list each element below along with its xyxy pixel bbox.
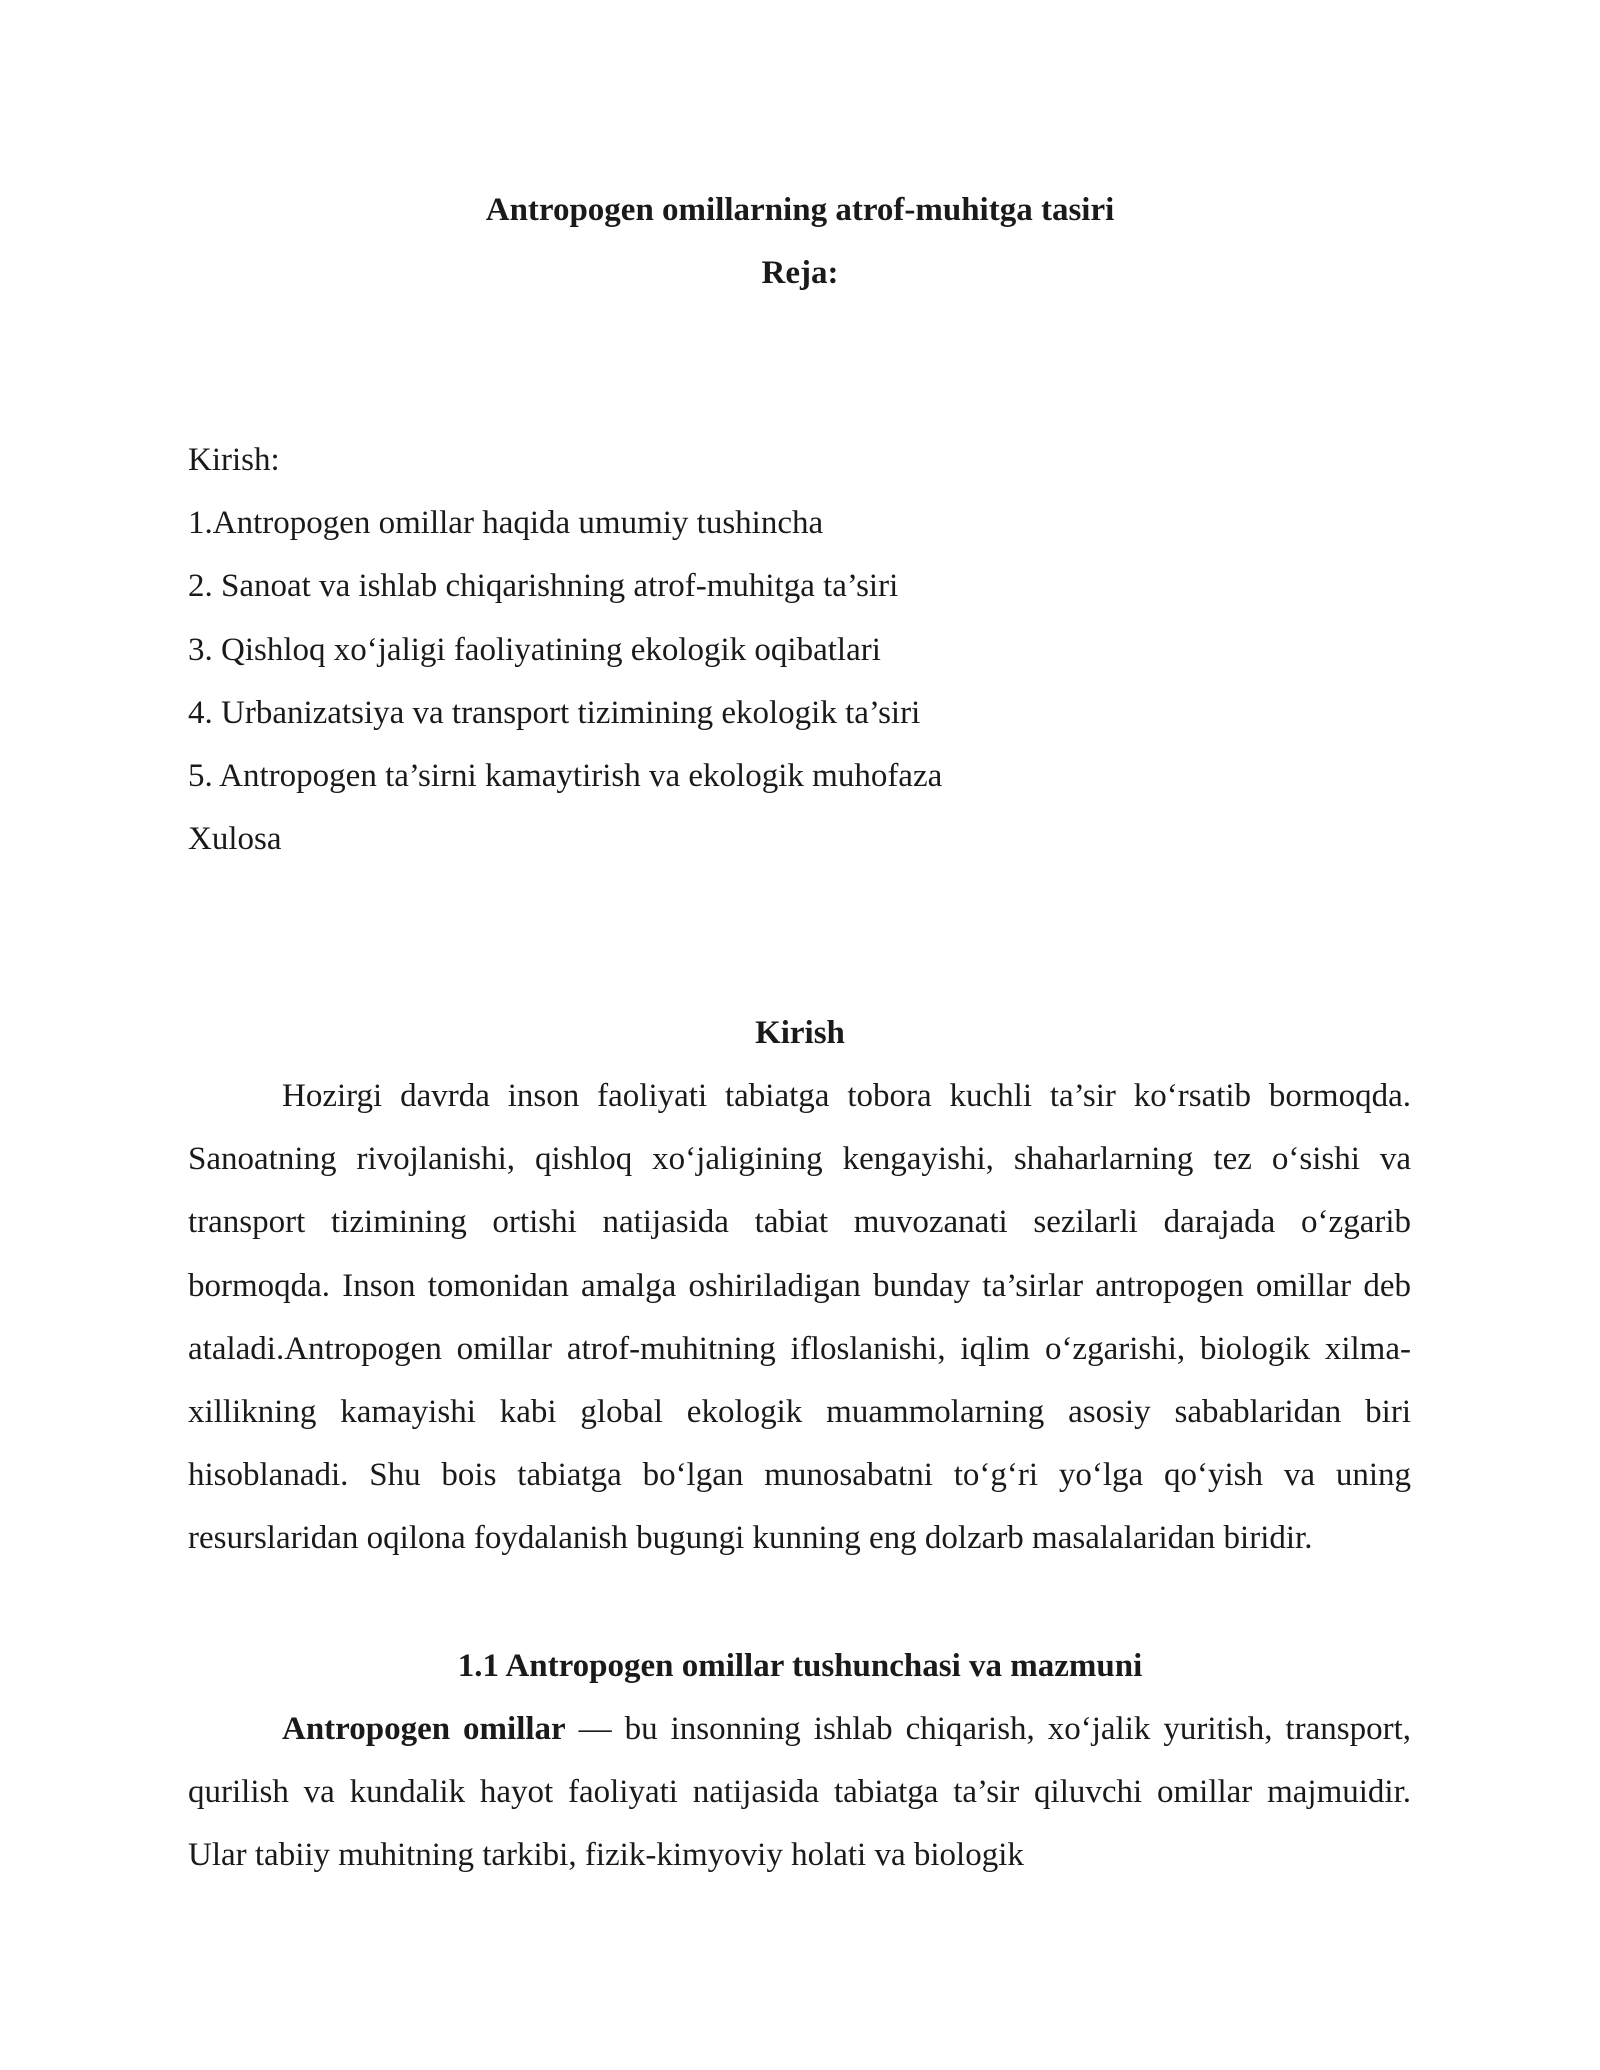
toc-item: Xulosa bbox=[188, 821, 282, 858]
toc-item: 1.Antropogen omillar haqida umumiy tushincha bbox=[188, 505, 824, 542]
toc-item: 2. Sanoat va ishlab chiqarishning atrof-muhitga ta’siri bbox=[188, 568, 899, 605]
toc-item: 4. Urbanizatsiya va transport tizimining ekologik ta’siri bbox=[188, 694, 921, 731]
intro-heading: Kirish bbox=[755, 1015, 845, 1051]
document-title: Antropogen omillarning atrof-muhitga tasiri bbox=[485, 192, 1115, 228]
plan-heading: Reja: bbox=[761, 255, 839, 291]
toc-item: 3. Qishloq xo‘jaligi faoliyatining ekologik oqibatlari bbox=[188, 631, 881, 668]
section-1-1-text: — bu insonning ishlab chiqarish, xo‘jalik yuritish, transport, qurilish va kundalik hayot faoliyati natijasida tabiatga ta’sir qiluvchi omillar majmuidir. Ular tabiiy muhitning tarkibi, fizik-kimyoviy holati va biologik bbox=[188, 1711, 1411, 1874]
toc-item: 5. Antropogen ta’sirni kamaytirish va ekologik muhofaza bbox=[188, 757, 943, 794]
section-1-1-term: Antropogen omillar bbox=[282, 1711, 566, 1747]
section-1-1-paragraph bbox=[188, 1698, 1411, 1888]
intro-paragraph: Hozirgi davrda inson faoliyati tabiatga tobora kuchli ta’sir ko‘rsatib bormoqda. Sanoatning rivojlanishi, qishloq xo‘jaligining kengayishi, shaharlarning tez o‘sishi va transport tizimining ortishi natijasida tabiat muvozanati sezilarli darajada o‘zgarib bormoqda. Inson tomonidan amalga oshiriladigan bunday ta’sirlar antropogen omillar deb ataladi.Antropogen omillar atrof-muhitning ifloslanishi, iqlim o‘zgarishi, biologik xilma-xillikning kamayishi kabi global ekologik muammolarning asosiy sabablaridan biri hisoblanadi. Shu bois tabiatga bo‘lgan munosabatni to‘g‘ri yo‘lga qo‘yish va uning resurslaridan oqilona foydalanish bugungi kunning eng dolzarb masalalaridan biridir. bbox=[188, 1078, 1411, 1557]
section-1-1-heading: 1.1 Antropogen omillar tushunchasi va mazmuni bbox=[457, 1648, 1143, 1684]
toc-item: Kirish: bbox=[188, 442, 280, 478]
table-of-contents bbox=[188, 440, 1438, 882]
